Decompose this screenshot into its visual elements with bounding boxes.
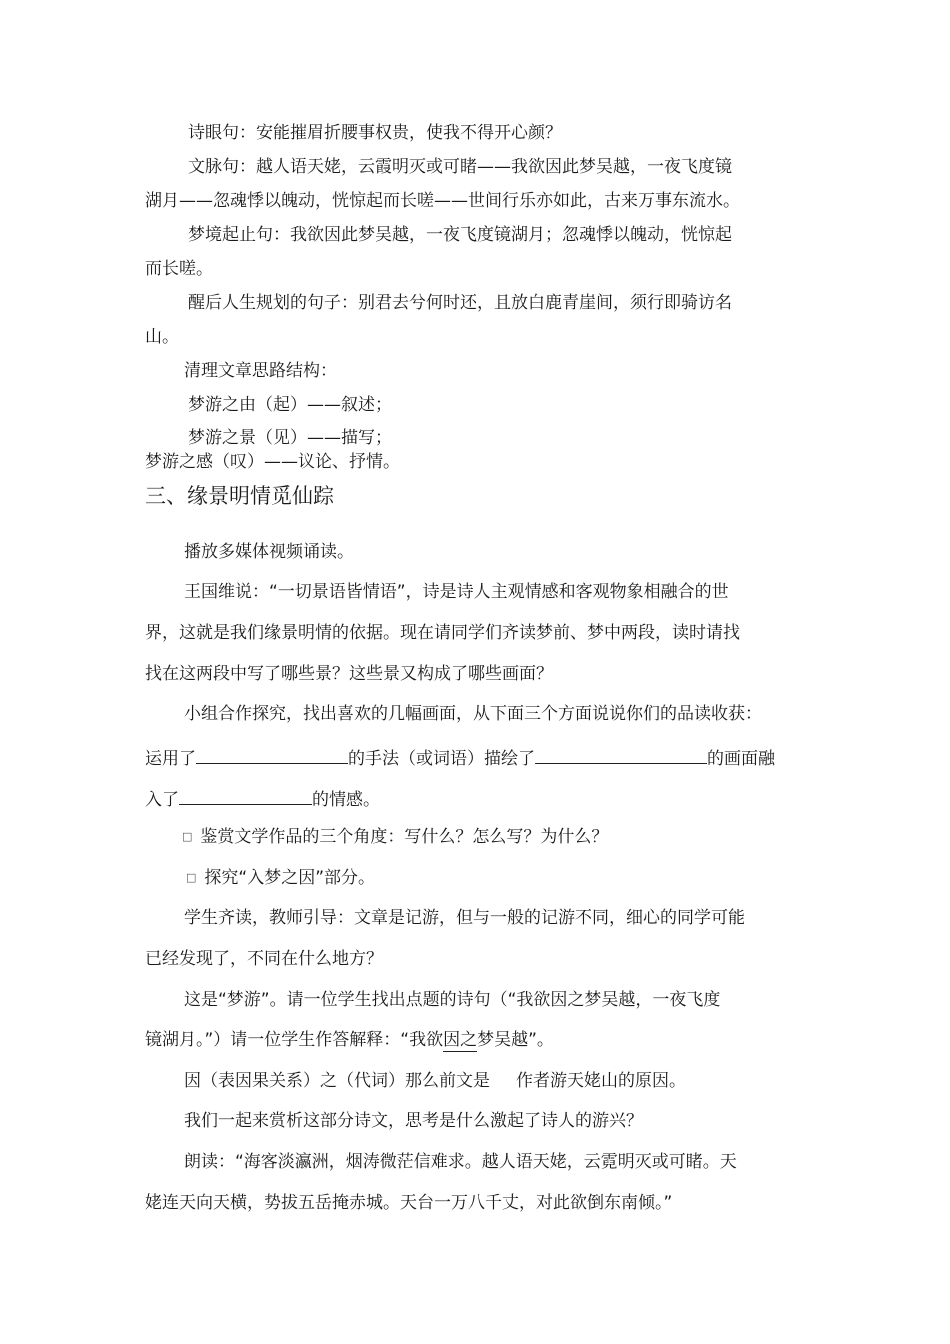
recitation-line-2: 姥连天向天横，势拔五岳掩赤城。天台一万八千丈，对此欲倒东南倾。” [145, 1193, 673, 1213]
dream-start-end-line-2: 而长嗟。 [145, 259, 213, 279]
fill-text-blend: 的画面融 [707, 749, 775, 769]
paragraph-appreciate: 我们一起来赏析这部分诗文，思考是什么激起了诗人的游兴？ [184, 1111, 643, 1131]
paragraph-dream-tour-line-1: 这是“梦游”。请一位学生找出点题的诗句（“我欲因之梦吴越，一夜飞度 [184, 990, 721, 1010]
fill-in-line-1 [145, 747, 775, 768]
paragraph-teacher-line-2: 已经发现了，不同在什么地方？ [145, 949, 383, 969]
cause-text-end: 作者游天姥山的原因。 [516, 1071, 686, 1091]
structure-item-2: 梦游之景（见）——描写； [188, 428, 392, 448]
section-heading: 三、缘景明情觅仙踪 [145, 484, 334, 508]
paragraph-wang-line-1: 王国维说：“一切景语皆情语”，诗是诗人主观情感和客观物象相融合的世 [184, 582, 729, 602]
explain-text-end: 梦吴越”。 [477, 1030, 554, 1050]
poem-eye-line: 诗眼句：安能摧眉折腰事权贵，使我不得开心颜？ [188, 123, 562, 143]
list-item-angles-text: 鉴赏文学作品的三个角度：写什么？怎么写？为什么？ [200, 827, 609, 847]
structure-intro: 清理文章思路结构： [184, 361, 337, 381]
paragraph-teacher-line-1: 学生齐读，教师引导：文章是记游，但与一般的记游不同，细心的同学可能 [184, 908, 745, 928]
fill-text-used: 运用了 [145, 749, 196, 769]
paragraph-wang-line-2: 界，这就是我们缘景明情的依据。现在请同学们齐读梦前、梦中两段，读时请找 [145, 623, 740, 643]
explain-text-start: 镜湖月。”）请一位学生作答解释：“我欲 [145, 1030, 444, 1050]
blank-scene[interactable] [535, 747, 707, 764]
paragraph-group-work: 小组合作探究，找出喜欢的几幅画面，从下面三个方面说说你们的品读收获： [184, 704, 762, 724]
fill-text-into: 入了 [145, 790, 179, 810]
life-plan-line-1: 醒后人生规划的句子：别君去兮何时还，且放白鹿青崖间，须行即骑访名 [188, 293, 732, 313]
bullet-icon: □ [182, 830, 193, 843]
paragraph-multimedia: 播放多媒体视频诵读。 [184, 542, 354, 562]
structure-item-3: 梦游之感（叹）——议论、抒情。 [145, 452, 400, 472]
list-item-dream-cause-text: 探究“入梦之因”部分。 [204, 868, 376, 888]
cause-text-start: 因（表因果关系）之（代词）那么前文是 [184, 1071, 490, 1091]
life-plan-line-2: 山。 [145, 327, 179, 347]
blank-technique[interactable] [196, 747, 348, 764]
bullet-icon: □ [186, 871, 197, 884]
text-vein-line-1: 文脉句：越人语天姥，云霞明灭或可睹——我欲因此梦吴越，一夜飞度镜 [188, 157, 732, 177]
paragraph-wang-line-3: 找在这两段中写了哪些景？这些景又构成了哪些画面？ [145, 664, 553, 684]
fill-in-line-2 [145, 788, 380, 809]
recitation-line-1: 朗读：“海客淡瀛洲，烟涛微茫信难求。越人语天姥，云霓明灭或可睹。天 [184, 1152, 737, 1172]
structure-item-1: 梦游之由（起）——叙述； [188, 395, 392, 415]
fill-text-depicted: 的手法（或词语）描绘了 [348, 749, 535, 769]
paragraph-cause [184, 1073, 686, 1090]
list-item-dream-cause [186, 870, 375, 887]
dream-start-end-line-1: 梦境起止句：我欲因此梦吴越，一夜飞度镜湖月；忽魂悸以魄动，恍惊起 [188, 225, 732, 245]
blank-emotion[interactable] [179, 788, 312, 805]
fill-text-emotion: 的情感。 [312, 790, 380, 810]
text-vein-line-2: 湖月——忽魂悸以魄动，恍惊起而长嗟——世间行乐亦如此，古来万事东流水。 [145, 191, 740, 211]
list-item-angles [182, 829, 608, 846]
paragraph-dream-tour-line-2 [145, 1032, 554, 1049]
underlined-phrase: 因之 [443, 1030, 478, 1050]
